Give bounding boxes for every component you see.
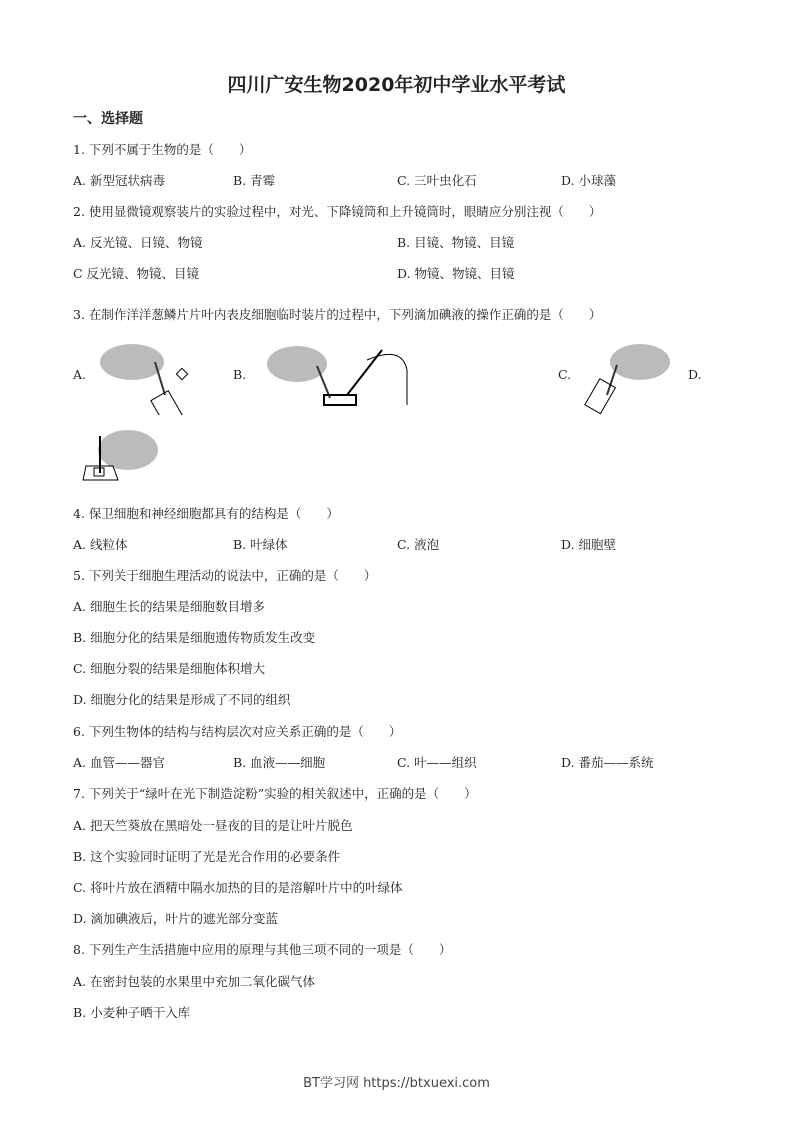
option: C. 三叶虫化石 [397,173,477,188]
option: A. 把天竺葵放在黑暗处一昼夜的目的是让叶片脱色 [73,818,353,833]
option: D. 细胞分化的结果是形成了不同的组织 [73,692,291,707]
option: A. 在密封包装的水果里中充加二氧化碳气体 [73,974,315,989]
option: A. 新型冠状病毒 [73,173,165,188]
option: D. [688,367,702,382]
option: C. [558,367,572,382]
option: A. 线粒体 [73,537,128,552]
option: A. 血管——器官 [73,755,165,770]
figure-d-dropper-image [78,428,168,488]
option: C. 叶——组织 [397,755,477,770]
figure-b-dropper-image [262,340,412,415]
figure-c-dropper-image [582,340,692,415]
question-6: 6. 下列生物体的结构与结构层次对应关系正确的是（ ） [73,724,402,739]
option: C. 液泡 [397,537,440,552]
option: B. 细胞分化的结果是细胞遗传物质发生改变 [73,630,316,645]
footer-watermark-link[interactable]: BT学习网 https://btxuexi.com [303,1076,490,1091]
question-3: 3. 在制作洋洋葱鳞片片叶内表皮细胞临时装片的过程中，下列滴加碘液的操作正确的是（ ） [73,307,602,322]
option: C 反光镜、物镜、目镜 [73,266,200,281]
option: A. [73,367,87,382]
option: B. 血液——细胞 [233,755,326,770]
option: B. 青霉 [233,173,276,188]
question-1: 1. 下列不属于生物的是（ ） [73,142,252,157]
option: A. 反光镜、日镜、物镜 [73,235,203,250]
question-4: 4. 保卫细胞和神经细胞都具有的结构是（ ） [73,506,339,521]
option: B. 目镜、物镜、目镜 [397,235,515,250]
option: B. [233,367,247,382]
question-7: 7. 下列关于“绿叶在光下制造淀粉”实验的相关叙述中，正确的是（ ） [73,786,477,801]
question-2: 2. 使用显微镜观察装片的实验过程中，对光、下降镜筒和上升镜筒时，眼睛应分别注视（ ） [73,204,602,219]
option: A. 细胞生长的结果是细胞数目增多 [73,599,265,614]
option: C. 细胞分裂的结果是细胞体积增大 [73,661,266,676]
option: B. 小麦种子晒干入库 [73,1005,191,1020]
option: D. 物镜、物镜、目镜 [397,266,515,281]
option: D. 滴加碘液后，叶片的遮光部分变蓝 [73,911,279,926]
option: B. 叶绿体 [233,537,288,552]
question-8: 8. 下列生产生活措施中应用的原理与其他三项不同的一项是（ ） [73,942,452,957]
option: D. 细胞壁 [561,537,617,552]
page-title: 四川广安生物2020年初中学业水平考试 [227,74,566,96]
option: D. 小球藻 [561,173,617,188]
option: C. 将叶片放在酒精中隔水加热的目的是溶解叶片中的叶绿体 [73,880,403,895]
question-5: 5. 下列关于细胞生理活动的说法中，正确的是（ ） [73,568,377,583]
section-heading: 一、选择题 [73,111,143,127]
figure-a-dropper-image [90,340,200,415]
option: B. 这个实验同时证明了光是光合作用的必要条件 [73,849,341,864]
option: D. 番茄——系统 [561,755,654,770]
